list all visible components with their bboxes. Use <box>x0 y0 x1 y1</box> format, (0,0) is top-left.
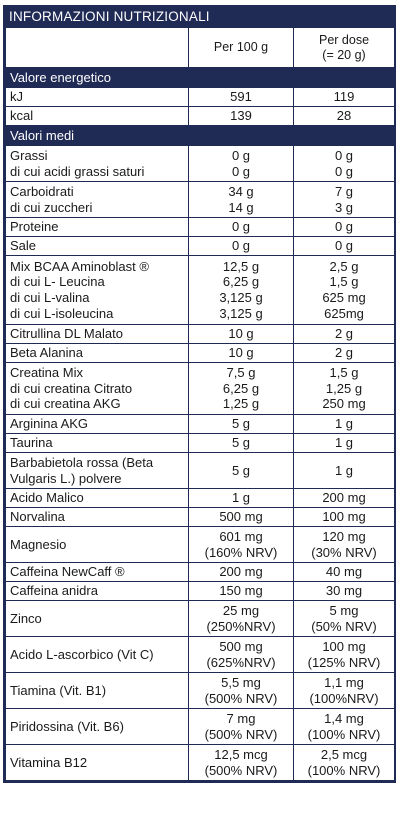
perdose-value-line: 119 <box>333 89 355 105</box>
table-row <box>6 146 395 182</box>
table-row <box>6 508 395 527</box>
nutrition-table <box>5 27 395 781</box>
perdose-value-line: 2 g <box>334 326 354 342</box>
section-title: Valori medi <box>6 126 395 146</box>
nutrient-name-line: di cui creatina AKG <box>10 396 121 412</box>
nutrient-name-line: di cui L- Leucina <box>10 274 105 290</box>
panel-title: INFORMAZIONI NUTRIZIONALI <box>5 7 394 27</box>
per100-value-cell <box>189 237 294 256</box>
nutrient-name-line: Citrullina DL Malato <box>10 326 123 342</box>
table-row <box>6 237 395 256</box>
perdose-value-line: 1,4 mg <box>324 710 364 726</box>
perdose-value-line: 1,5 g <box>329 274 359 290</box>
per100-value-line: 0 g <box>231 147 251 163</box>
per100-value-line: 6,25 g <box>222 380 260 396</box>
per100-value-line: 12,5 g <box>222 258 260 274</box>
nutrient-name-cell <box>6 256 189 325</box>
per100-value-cell <box>189 637 294 673</box>
perdose-value-cell <box>294 88 395 107</box>
per100-value-cell <box>189 325 294 344</box>
per100-value-line: 5 g <box>231 435 251 451</box>
perdose-value-cell <box>294 601 395 637</box>
per100-value-line: 0 g <box>231 163 251 179</box>
per100-value-cell <box>189 527 294 563</box>
perdose-value-line: 40 mg <box>325 564 363 580</box>
perdose-value-line: (100% NRV) <box>307 726 381 742</box>
perdose-value-line: 5 mg <box>329 602 359 618</box>
nutrient-name-cell <box>6 508 189 527</box>
perdose-value-line: 0 g <box>334 238 354 254</box>
table-row <box>6 709 395 745</box>
perdose-value-line: 100 mg <box>322 509 366 525</box>
nutrient-name-line: Beta Alanina <box>10 345 84 361</box>
per100-value-cell <box>189 88 294 107</box>
header-nutrient-cell <box>6 28 189 68</box>
perdose-value-cell <box>294 709 395 745</box>
per100-value-line: 500 mg <box>219 509 263 525</box>
perdose-value-cell <box>294 563 395 582</box>
per100-value-line: 3,125 g <box>219 305 263 321</box>
per100-value-cell <box>189 745 294 781</box>
perdose-value-cell <box>294 256 395 325</box>
per100-value-cell <box>189 415 294 434</box>
perdose-value-line: 200 mg <box>322 490 366 506</box>
per100-value-line: 7 mg <box>226 710 256 726</box>
per100-value-line: 591 <box>230 89 252 105</box>
perdose-value-line: 250 mg <box>322 396 366 412</box>
nutrient-name-cell <box>6 237 189 256</box>
nutrient-name-cell <box>6 453 189 489</box>
nutrient-name-line: Acido Malico <box>10 490 84 506</box>
nutrient-name-line: Vitamina B12 <box>10 754 88 770</box>
table-row <box>6 415 395 434</box>
nutrient-name-line: Arginina AKG <box>10 416 89 432</box>
per100-value-cell <box>189 256 294 325</box>
nutrient-name-line: kcal <box>10 108 34 124</box>
nutrient-name-line: Piridossina (Vit. B6) <box>10 718 124 734</box>
nutrient-name-cell <box>6 415 189 434</box>
header-per100-cell: Per 100 g <box>189 28 294 68</box>
perdose-value-cell <box>294 325 395 344</box>
nutrient-name-line: Creatina Mix <box>10 365 83 381</box>
nutrient-name-cell <box>6 325 189 344</box>
per100-value-line: 0 g <box>231 238 251 254</box>
per100-value-cell <box>189 489 294 508</box>
per100-value-cell <box>189 107 294 126</box>
per100-value-line: 139 <box>230 108 252 124</box>
nutrient-name-line: di cui L-isoleucina <box>10 305 114 321</box>
perdose-value-line: 2 g <box>334 345 354 361</box>
perdose-value-cell <box>294 434 395 453</box>
per100-value-cell <box>189 363 294 415</box>
nutrient-name-cell <box>6 582 189 601</box>
nutrient-name-cell <box>6 218 189 237</box>
table-row <box>6 256 395 325</box>
table-row <box>6 363 395 415</box>
perdose-value-line: 2,5 g <box>329 258 359 274</box>
per100-value-line: 150 mg <box>219 583 263 599</box>
per100-value-line: 7,5 g <box>226 365 256 381</box>
table-row <box>6 182 395 218</box>
per100-value-line: 34 g <box>228 183 254 199</box>
perdose-value-cell <box>294 363 395 415</box>
nutrient-name-cell <box>6 637 189 673</box>
table-row <box>6 344 395 363</box>
per100-value-line: 5,5 mg <box>221 674 261 690</box>
per100-value-line: (500% NRV) <box>204 762 278 778</box>
per100-value-cell <box>189 453 294 489</box>
perdose-value-line: 625 mg <box>322 290 366 305</box>
per100-value-line: 25 mg <box>222 602 260 618</box>
per100-value-cell <box>189 508 294 527</box>
perdose-value-line: (100% NRV) <box>307 762 381 778</box>
nutrient-name-line: di cui acidi grassi saturi <box>10 163 145 179</box>
nutrient-name-cell <box>6 601 189 637</box>
per100-value-cell <box>189 709 294 745</box>
perdose-value-line: 625mg <box>324 305 364 321</box>
perdose-value-line: 1,1 mg <box>324 674 364 690</box>
per100-value-line: 601 mg <box>219 528 263 544</box>
perdose-value-cell <box>294 344 395 363</box>
header-perdose-label: Per dose <box>318 32 370 47</box>
header-perdose-amount: (= 20 g) <box>322 47 366 62</box>
perdose-value-line: 3 g <box>334 199 354 215</box>
nutrition-facts-panel <box>3 5 396 783</box>
nutrient-name-line: kJ <box>10 89 23 105</box>
table-row <box>6 637 395 673</box>
perdose-value-line: 7 g <box>334 183 354 199</box>
nutrient-name-line: Taurina <box>10 435 53 451</box>
table-row <box>6 218 395 237</box>
table-row <box>6 527 395 563</box>
nutrient-name-line: di cui zuccheri <box>10 199 93 215</box>
perdose-value-cell <box>294 489 395 508</box>
table-row <box>6 745 395 781</box>
header-row <box>6 28 395 68</box>
per100-value-cell <box>189 344 294 363</box>
per100-value-cell <box>189 601 294 637</box>
nutrient-name-line: Tiamina (Vit. B1) <box>10 682 107 698</box>
perdose-value-line: 1 g <box>334 435 354 451</box>
table-row <box>6 453 395 489</box>
nutrient-name-line: Carboidrati <box>10 183 74 199</box>
table-row <box>6 673 395 709</box>
nutrient-name-line: Caffeina NewCaff ® <box>10 564 125 580</box>
per100-value-line: 10 g <box>228 326 254 342</box>
perdose-value-cell <box>294 673 395 709</box>
per100-value-line: 12,5 mcg <box>214 746 268 762</box>
per100-value-line: 5 g <box>231 416 251 432</box>
perdose-value-line: 0 g <box>334 219 354 235</box>
per100-value-cell <box>189 673 294 709</box>
perdose-value-line: 1 g <box>334 462 354 478</box>
perdose-value-line: 1,5 g <box>329 365 359 381</box>
per100-value-line: (500% NRV) <box>204 726 278 742</box>
per100-value-cell <box>189 563 294 582</box>
nutrient-name-line: Acido L-ascorbico (Vit C) <box>10 646 154 662</box>
nutrient-name-cell <box>6 182 189 218</box>
table-row <box>6 107 395 126</box>
nutrient-name-line: di cui creatina Citrato <box>10 380 133 396</box>
per100-value-line: 5 g <box>231 462 251 478</box>
nutrient-name-cell <box>6 673 189 709</box>
nutrient-name-cell <box>6 363 189 415</box>
per100-value-line: 10 g <box>228 345 254 361</box>
nutrient-name-cell <box>6 709 189 745</box>
perdose-value-line: 28 <box>336 108 352 124</box>
perdose-value-cell <box>294 182 395 218</box>
table-row <box>6 489 395 508</box>
nutrient-name-line: Mix BCAA Aminoblast ® <box>10 258 149 274</box>
perdose-value-line: (100%NRV) <box>309 690 379 706</box>
section-header-row <box>6 126 395 146</box>
per100-value-cell <box>189 182 294 218</box>
per100-value-line: (625%NRV) <box>206 654 276 670</box>
nutrient-name-line: Magnesio <box>10 536 67 552</box>
perdose-value-line: (30% NRV) <box>311 544 377 560</box>
per100-value-line: 14 g <box>228 199 254 215</box>
table-row <box>6 88 395 107</box>
nutrient-name-line: Zinco <box>10 610 42 626</box>
nutrient-name-cell <box>6 434 189 453</box>
perdose-value-cell <box>294 237 395 256</box>
per100-value-line: 6,25 g <box>222 274 260 290</box>
perdose-value-line: 2,5 mcg <box>320 746 368 762</box>
perdose-value-cell <box>294 527 395 563</box>
per100-value-cell <box>189 218 294 237</box>
per100-value-line: (250%NRV) <box>206 618 276 634</box>
per100-value-line: 3,125 g <box>219 290 263 305</box>
nutrient-name-cell <box>6 344 189 363</box>
perdose-value-line: 0 g <box>334 147 354 163</box>
per100-value-cell <box>189 146 294 182</box>
perdose-value-line: 1 g <box>334 416 354 432</box>
per100-value-line: 1 g <box>231 490 251 506</box>
nutrient-name-line: Caffeina anidra <box>10 583 98 599</box>
section-title: Valore energetico <box>6 68 395 88</box>
per100-value-line: 500 mg <box>219 638 263 654</box>
perdose-value-line: (125% NRV) <box>307 654 381 670</box>
table-row <box>6 563 395 582</box>
nutrient-name-cell <box>6 146 189 182</box>
per100-value-line: 0 g <box>231 219 251 235</box>
perdose-value-cell <box>294 218 395 237</box>
nutrient-name-line: Norvalina <box>10 509 65 525</box>
perdose-value-line: 100 mg <box>322 638 366 654</box>
perdose-value-cell <box>294 146 395 182</box>
perdose-value-cell <box>294 637 395 673</box>
nutrient-name-cell <box>6 88 189 107</box>
per100-value-line: 200 mg <box>219 564 263 580</box>
perdose-value-cell <box>294 582 395 601</box>
table-row <box>6 582 395 601</box>
per100-value-line: 1,25 g <box>222 396 260 412</box>
perdose-value-cell <box>294 415 395 434</box>
per100-value-cell <box>189 434 294 453</box>
perdose-value-cell <box>294 745 395 781</box>
nutrient-name-line: Grassi <box>10 147 48 163</box>
per100-value-line: (160% NRV) <box>204 544 278 560</box>
table-row <box>6 325 395 344</box>
table-row <box>6 601 395 637</box>
per100-value-cell <box>189 582 294 601</box>
nutrient-name-line: Sale <box>10 238 37 254</box>
section-header-row <box>6 68 395 88</box>
perdose-value-line: 30 mg <box>325 583 363 599</box>
perdose-value-line: 120 mg <box>322 528 366 544</box>
table-row <box>6 434 395 453</box>
perdose-value-cell <box>294 107 395 126</box>
nutrient-name-cell <box>6 489 189 508</box>
nutrient-name-line: di cui L-valina <box>10 290 90 305</box>
nutrient-name-cell <box>6 527 189 563</box>
nutrient-name-cell <box>6 563 189 582</box>
perdose-value-cell <box>294 508 395 527</box>
nutrient-name-line: Proteine <box>10 219 59 235</box>
nutrient-name-cell <box>6 107 189 126</box>
per100-value-line: (500% NRV) <box>204 690 278 706</box>
nutrient-name-cell <box>6 745 189 781</box>
perdose-value-line: 0 g <box>334 163 354 179</box>
perdose-value-cell <box>294 453 395 489</box>
header-perdose-cell <box>294 28 395 68</box>
nutrient-name-line: Vulgaris L.) polvere <box>10 470 122 486</box>
nutrient-name-line: Barbabietola rossa (Beta <box>10 454 154 470</box>
perdose-value-line: 1,25 g <box>325 380 363 396</box>
perdose-value-line: (50% NRV) <box>311 618 377 634</box>
